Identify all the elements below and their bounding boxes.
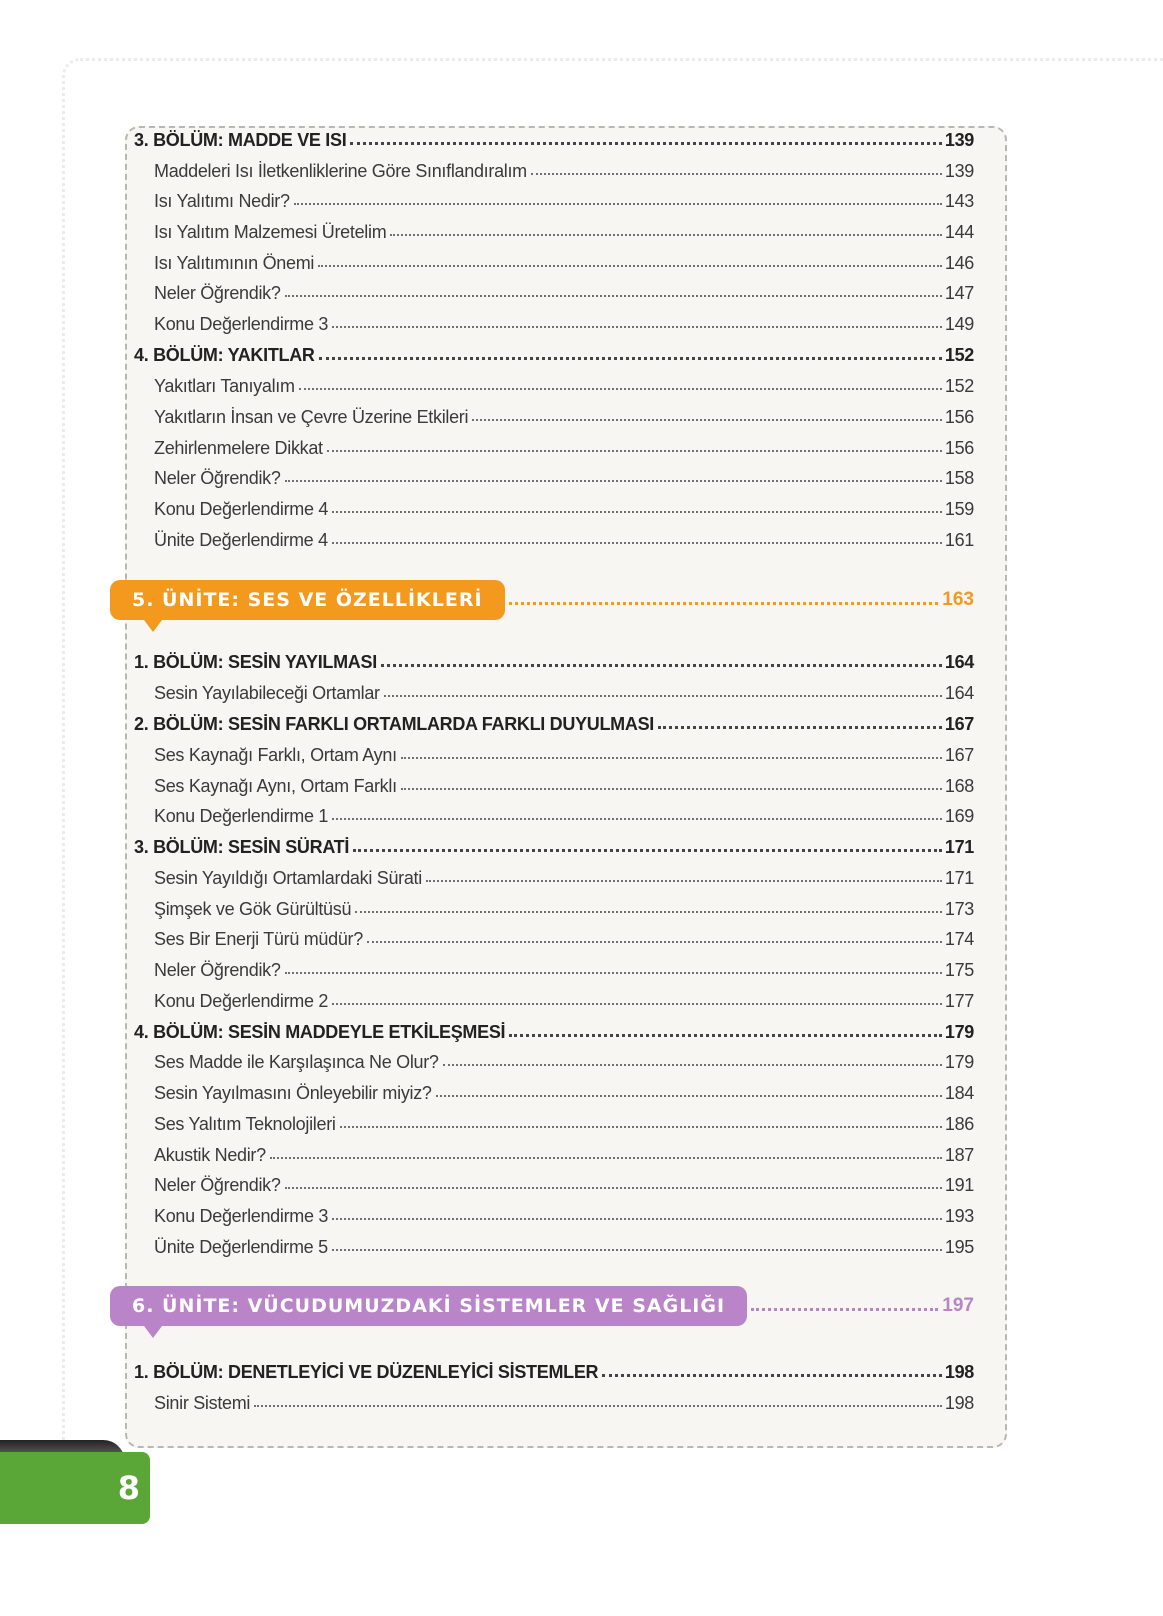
toc-label: Ses Yalıtım Teknolojileri bbox=[154, 1113, 336, 1134]
toc-page: 156 bbox=[944, 437, 974, 458]
toc-entry[interactable] bbox=[154, 186, 974, 216]
toc-label: Ünite Değerlendirme 4 bbox=[154, 529, 328, 550]
toc-section[interactable] bbox=[134, 340, 974, 370]
toc-entry[interactable] bbox=[154, 1170, 974, 1200]
toc-page: 184 bbox=[944, 1082, 974, 1103]
toc-entry[interactable] bbox=[154, 278, 974, 308]
leader-dots bbox=[426, 880, 942, 882]
leader-dots bbox=[332, 1218, 942, 1220]
toc-label: Ses Kaynağı Farklı, Ortam Aynı bbox=[154, 744, 397, 765]
toc-section[interactable] bbox=[134, 647, 974, 677]
toc-entry[interactable] bbox=[154, 863, 974, 893]
leader-dots bbox=[319, 357, 942, 360]
toc-page: 179 bbox=[944, 1021, 974, 1042]
toc-label: 1. BÖLÜM: SESİN YAYILMASI bbox=[134, 651, 377, 672]
toc-page: 173 bbox=[944, 898, 974, 919]
toc-section[interactable] bbox=[134, 832, 974, 862]
toc-label: Ünite Değerlendirme 5 bbox=[154, 1236, 328, 1257]
toc-label: Isı Yalıtımının Önemi bbox=[154, 252, 315, 273]
toc-label: Neler Öğrendik? bbox=[154, 282, 281, 303]
toc-label: Neler Öğrendik? bbox=[154, 1174, 281, 1195]
toc-label: Konu Değerlendirme 3 bbox=[154, 1205, 329, 1226]
toc-page: 198 bbox=[944, 1361, 974, 1382]
toc-entry[interactable] bbox=[154, 525, 974, 555]
leader-dots bbox=[381, 664, 942, 667]
toc-entry[interactable] bbox=[154, 1140, 974, 1170]
toc-label: Isı Yalıtım Malzemesi Üretelim bbox=[154, 221, 387, 242]
leader-dots bbox=[384, 695, 942, 697]
leader-dots bbox=[332, 542, 942, 544]
toc-page: 179 bbox=[944, 1051, 974, 1072]
leader-dots bbox=[390, 234, 942, 236]
toc-page: 169 bbox=[944, 805, 974, 826]
toc-entry[interactable] bbox=[154, 217, 974, 247]
unit-title: 5. ÜNİTE: SES VE ÖZELLİKLERİ bbox=[132, 589, 483, 611]
toc-page: 167 bbox=[944, 744, 974, 765]
toc-page: 159 bbox=[944, 498, 974, 519]
leader-dots bbox=[401, 757, 942, 759]
toc-page: 186 bbox=[944, 1113, 974, 1134]
toc-label: 4. BÖLÜM: YAKITLAR bbox=[134, 344, 315, 365]
toc-page: 139 bbox=[944, 160, 974, 181]
leader-dots bbox=[472, 419, 942, 421]
toc-entry[interactable] bbox=[154, 1078, 974, 1108]
leader-dots bbox=[270, 1157, 942, 1159]
toc-label: Neler Öğrendik? bbox=[154, 959, 281, 980]
toc-label: 4. BÖLÜM: SESİN MADDEYLE ETKİLEŞMESİ bbox=[134, 1021, 506, 1042]
leader-dots bbox=[367, 941, 942, 943]
leader-dots bbox=[327, 450, 942, 452]
toc-label: Şimşek ve Gök Gürültüsü bbox=[154, 898, 352, 919]
leader-dots bbox=[509, 1034, 942, 1037]
toc-label: Konu Değerlendirme 3 bbox=[154, 313, 329, 334]
toc-page: 164 bbox=[944, 651, 974, 672]
toc-entry[interactable] bbox=[154, 433, 974, 463]
toc-page: 161 bbox=[944, 529, 974, 550]
toc-page: 143 bbox=[944, 190, 974, 211]
leader-dots bbox=[353, 849, 942, 852]
toc-label: Isı Yalıtımı Nedir? bbox=[154, 190, 290, 211]
toc-label: Ses Madde ile Karşılaşınca Ne Olur? bbox=[154, 1051, 439, 1072]
toc-page: 193 bbox=[944, 1205, 974, 1226]
leader-dots bbox=[340, 1126, 942, 1128]
toc-page: 164 bbox=[944, 682, 974, 703]
leader-dots bbox=[332, 326, 942, 328]
leader-dots bbox=[436, 1095, 942, 1097]
toc-entry[interactable] bbox=[154, 463, 974, 493]
toc-page: 168 bbox=[944, 775, 974, 796]
leader-dots bbox=[443, 1064, 942, 1066]
leader-dots bbox=[285, 972, 942, 974]
toc-label: Sesin Yayılmasını Önleyebilir miyiz? bbox=[154, 1082, 432, 1103]
toc-page: 152 bbox=[944, 344, 974, 365]
toc-entry[interactable] bbox=[154, 1232, 974, 1262]
unit-page: 197 bbox=[942, 1295, 974, 1316]
leader-dots bbox=[350, 142, 942, 145]
toc-label: Akustik Nedir? bbox=[154, 1144, 266, 1165]
toc-page: 149 bbox=[944, 313, 974, 334]
toc-entry[interactable] bbox=[154, 248, 974, 278]
toc-label: Sinir Sistemi bbox=[154, 1392, 251, 1413]
tab-tail bbox=[144, 1326, 162, 1338]
leader-dots bbox=[285, 1187, 942, 1189]
toc-label: Ses Bir Enerji Türü müdür? bbox=[154, 928, 363, 949]
toc-page: 174 bbox=[944, 928, 974, 949]
unit-5-tab bbox=[110, 580, 505, 620]
toc-page: 195 bbox=[944, 1236, 974, 1257]
toc-page: 147 bbox=[944, 282, 974, 303]
toc-label: 1. BÖLÜM: DENETLEYİCİ VE DÜZENLEYİCİ SİSTEMLER bbox=[134, 1361, 599, 1382]
toc-entry[interactable] bbox=[154, 371, 974, 401]
tab-tail bbox=[144, 620, 162, 632]
leader-dots bbox=[355, 911, 942, 913]
toc-page: 187 bbox=[944, 1144, 974, 1165]
toc-page: 144 bbox=[944, 221, 974, 242]
toc-entry[interactable] bbox=[154, 1109, 974, 1139]
unit-6-tab bbox=[110, 1286, 747, 1326]
toc-label: Neler Öğrendik? bbox=[154, 467, 281, 488]
toc-label: Maddeleri Isı İletkenliklerine Göre Sınıflandıralım bbox=[154, 160, 527, 181]
toc-page: 156 bbox=[944, 406, 974, 427]
toc-page: 175 bbox=[944, 959, 974, 980]
toc-entry[interactable] bbox=[154, 1388, 974, 1418]
toc-label: Konu Değerlendirme 4 bbox=[154, 498, 329, 519]
toc-label: Yakıtların İnsan ve Çevre Üzerine Etkileri bbox=[154, 406, 469, 427]
toc-entry[interactable] bbox=[154, 494, 974, 524]
page-number-tab bbox=[0, 1452, 150, 1524]
leader-dots bbox=[332, 1249, 942, 1251]
leader-dots bbox=[285, 295, 942, 297]
toc-label: Sesin Yayılabileceği Ortamlar bbox=[154, 682, 380, 703]
toc-entry[interactable] bbox=[154, 156, 974, 186]
unit-5-header[interactable] bbox=[110, 578, 974, 622]
toc-label: 2. BÖLÜM: SESİN FARKLI ORTAMLARDA FARKLI DUYULMASI bbox=[134, 713, 654, 734]
toc-page: 171 bbox=[944, 867, 974, 888]
toc-page: 152 bbox=[944, 375, 974, 396]
unit-6-header[interactable] bbox=[110, 1284, 974, 1328]
toc-entry[interactable] bbox=[154, 894, 974, 924]
toc-section[interactable] bbox=[134, 1357, 974, 1387]
toc-entry[interactable] bbox=[154, 678, 974, 708]
toc-page: 167 bbox=[944, 713, 974, 734]
unit-page: 163 bbox=[942, 589, 974, 610]
toc-page: 171 bbox=[944, 836, 974, 857]
leader-dots bbox=[254, 1405, 942, 1407]
leader-dots bbox=[658, 726, 942, 729]
toc-entry[interactable] bbox=[154, 924, 974, 954]
toc-label: Konu Değerlendirme 2 bbox=[154, 990, 329, 1011]
toc-entry[interactable] bbox=[154, 1201, 974, 1231]
leader-dots bbox=[294, 203, 942, 205]
toc-label: Zehirlenmelere Dikkat bbox=[154, 437, 323, 458]
leader-dots bbox=[751, 1308, 938, 1311]
toc-entry[interactable] bbox=[154, 402, 974, 432]
toc-page: 177 bbox=[944, 990, 974, 1011]
toc-section[interactable] bbox=[134, 1017, 974, 1047]
toc-entry[interactable] bbox=[154, 1047, 974, 1077]
toc-page: 146 bbox=[944, 252, 974, 273]
leader-dots bbox=[299, 388, 942, 390]
toc-page: 198 bbox=[944, 1392, 974, 1413]
toc-entry[interactable] bbox=[154, 801, 974, 831]
toc-section[interactable] bbox=[134, 709, 974, 739]
page-number: 8 bbox=[117, 1469, 140, 1507]
leader-dots bbox=[602, 1374, 942, 1377]
toc-label: Ses Kaynağı Aynı, Ortam Farklı bbox=[154, 775, 397, 796]
toc-page: 191 bbox=[944, 1174, 974, 1195]
toc-entry[interactable] bbox=[154, 955, 974, 985]
toc-entry[interactable] bbox=[154, 740, 974, 770]
leader-dots bbox=[401, 788, 942, 790]
toc-label: Sesin Yayıldığı Ortamlardaki Sürati bbox=[154, 867, 422, 888]
toc-page: 158 bbox=[944, 467, 974, 488]
toc-page: 139 bbox=[944, 129, 974, 150]
leader-dots bbox=[531, 173, 942, 175]
leader-dots bbox=[318, 265, 942, 267]
leader-dots bbox=[285, 480, 942, 482]
toc-label: Konu Değerlendirme 1 bbox=[154, 805, 329, 826]
leader-dots bbox=[332, 818, 942, 820]
toc-label: 3. BÖLÜM: SESİN SÜRATİ bbox=[134, 836, 350, 857]
toc-label: 3. BÖLÜM: MADDE VE ISI bbox=[134, 129, 347, 150]
toc-entry[interactable] bbox=[154, 986, 974, 1016]
toc-entry[interactable] bbox=[154, 309, 974, 339]
toc-entry[interactable] bbox=[154, 771, 974, 801]
unit-title: 6. ÜNİTE: VÜCUDUMUZDAKİ SİSTEMLER VE SAĞLIĞI bbox=[132, 1295, 726, 1317]
leader-dots bbox=[509, 602, 939, 605]
leader-dots bbox=[332, 1003, 942, 1005]
toc-label: Yakıtları Tanıyalım bbox=[154, 375, 295, 396]
toc-section[interactable] bbox=[134, 125, 974, 155]
leader-dots bbox=[332, 511, 942, 513]
